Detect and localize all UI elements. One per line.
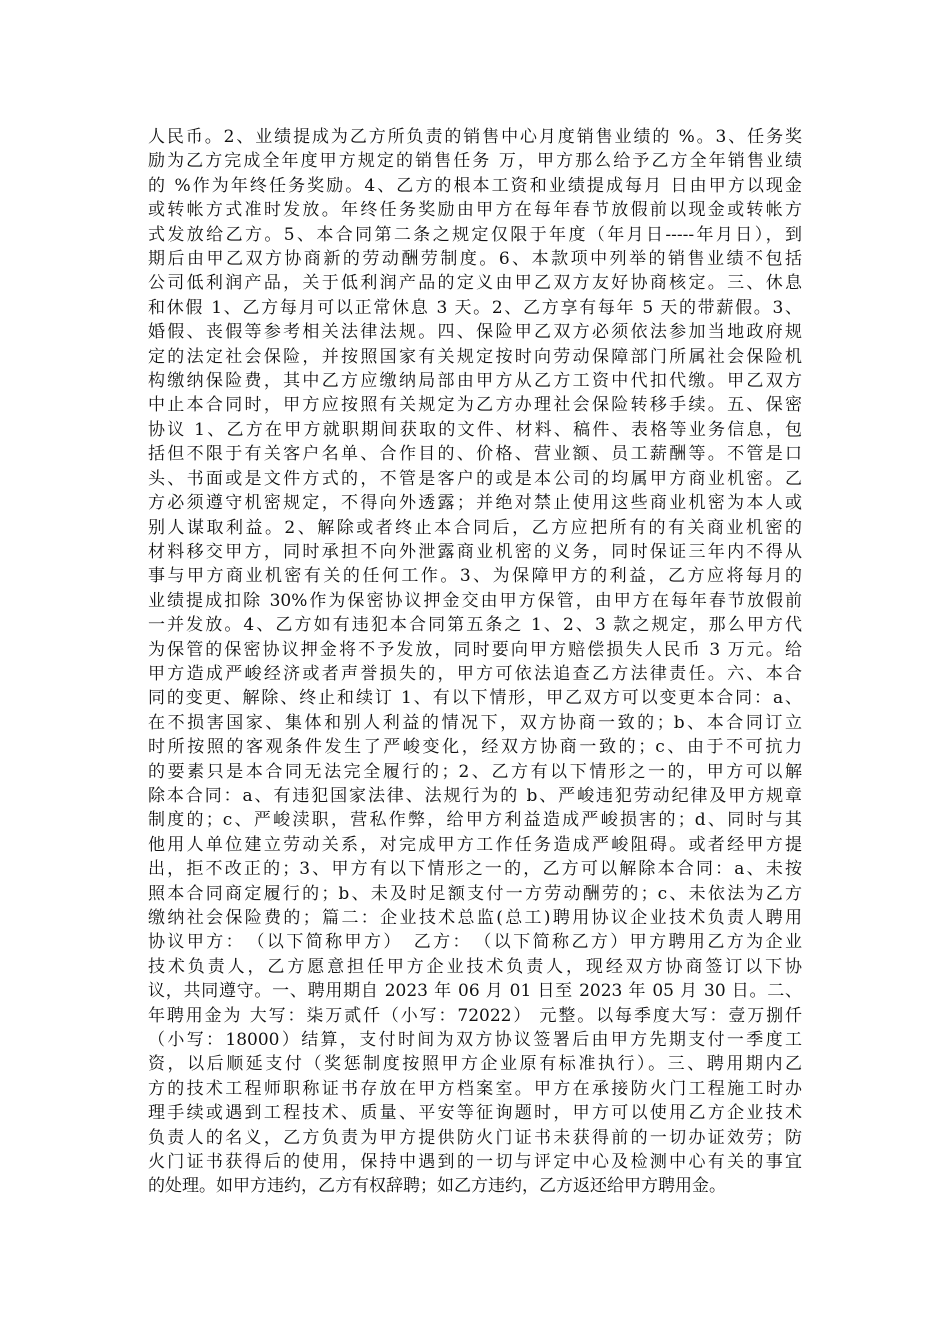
text-line: 技术负责人，乙方愿意担任甲方企业技术负责人，现经双方协商签订以下协 <box>148 956 802 977</box>
text-line: 理手续或遇到工程技术、质量、平安等征询题时，甲方可以使用乙方企业技术 <box>148 1103 802 1124</box>
text-line: 括但不限于有关客户名单、合作目的、价格、营业额、员工薪酬等。不管是口 <box>148 444 802 465</box>
text-line: 的 %作为年终任务奖励。4、乙方的根本工资和业绩提成每月 日由甲方以现金 <box>148 175 802 196</box>
text-line: 协议 1、乙方在甲方就职期间获取的文件、材料、稿件、表格等业务信息，包 <box>148 419 802 440</box>
text-line: 负责人的名义，乙方负责为甲方提供防火门证书未获得前的一切办证效劳；防 <box>148 1127 802 1148</box>
text-line: 他用人单位建立劳动关系，对完成甲方工作任务造成严峻阻碍。或者经甲方提 <box>148 834 802 855</box>
text-line: 议，共同遵守。一、聘用期自 2023 年 06 月 01 日至 2023 年 05 月 30 日。二、 <box>148 981 802 1002</box>
text-line: 人民币。2、业绩提成为乙方所负责的销售中心月度销售业绩的 %。3、任务奖 <box>148 127 803 147</box>
text-line: 资，以后顺延支付（奖惩制度按照甲方企业原有标准执行）。三、聘用期内乙 <box>148 1054 802 1075</box>
text-line: 婚假、丧假等参考相关法律法规。四、保险甲乙双方必须依法参加当地政府规 <box>148 322 802 343</box>
text-line: 或转帐方式准时发放。年终任务奖励由甲方在每年春节放假前以现金或转帐方 <box>148 200 802 221</box>
text-line: 除本合同：a、有违犯国家法律、法规行为的 b、严峻违犯劳动纪律及甲方规章 <box>148 785 802 806</box>
text-line: （小写：18000）结算，支付时间为双方协议签署后由甲方先期支付一季度工 <box>148 1030 802 1051</box>
text-line: 缴纳社会保险费的；篇二：企业技术总监(总工)聘用协议企业技术负责人聘用 <box>148 908 802 928</box>
text-line: 公司低利润产品，关于低利润产品的定义由甲乙双方友好协商核定。三、休息 <box>148 273 802 294</box>
text-line: 业绩提成扣除 30%作为保密协议押金交由甲方保管，由甲方在每年春节放假前 <box>148 590 802 611</box>
text-line: 为保管的保密协议押金将不予发放，同时要向甲方赔偿损失人民币 3 万元。给 <box>148 639 802 660</box>
text-line: 时所按照的客观条件发生了严峻变化，经双方协商一致的；c、由于不可抗力 <box>148 737 802 758</box>
text-line: 照本合同商定履行的；b、未及时足额支付一方劳动酬劳的；c、未依法为乙方 <box>148 883 802 904</box>
text-line: 在不损害国家、集体和别人利益的情况下，双方协商一致的；b、本合同订立 <box>148 712 802 733</box>
text-line: 同的变更、解除、终止和续订 1、有以下情形，甲乙双方可以变更本合同：a、 <box>148 688 802 709</box>
body-text <box>148 125 802 1199</box>
text-line: 火门证书获得后的使用，保持中遇到的一切与评定中心及检测中心有关的事宜 <box>148 1152 802 1173</box>
text-line: 别人谋取利益。2、解除或者终止本合同后，乙方应把所有的有关商业机密的 <box>148 517 802 538</box>
text-line: 励为乙方完成全年度甲方规定的销售任务 万，甲方那么给予乙方全年销售业绩 <box>148 151 802 172</box>
text-line: 的要素只是本合同无法完全履行的；2、乙方有以下情形之一的，甲方可以解 <box>148 761 802 782</box>
text-line: 定的法定社会保险，并按照国家有关规定按时向劳动保障部门所属社会保险机 <box>148 346 802 367</box>
text-line: 协议甲方： （以下简称甲方） 乙方： （以下简称乙方）甲方聘用乙方为企业 <box>148 932 802 953</box>
text-line: 年聘用金为 大写：柒万贰仟（小写：72022） 元整。以每季度大写：壹万捌仟 <box>148 1005 802 1026</box>
text-line: 的处理。如甲方违约，乙方有权辞聘；如乙方违约，乙方返还给甲方聘用金。 <box>148 1176 726 1197</box>
text-line: 头、书面或是文件方式的，不管是客户的或是本公司的均属甲方商业机密。乙 <box>148 468 802 489</box>
text-line: 期后由甲乙双方协商新的劳动酬劳制度。6、本款项中列举的销售业绩不包括 <box>148 249 802 270</box>
text-line: 事与甲方商业机密有关的任何工作。3、为保障甲方的利益，乙方应将每月的 <box>148 566 802 587</box>
text-line: 材料移交甲方，同时承担不向外泄露商业机密的义务，同时保证三年内不得从 <box>148 541 802 562</box>
text-line: 和休假 1、乙方每月可以正常休息 3 天。2、乙方享有每年 5 天的带薪假。3、 <box>148 297 802 318</box>
text-line: 一并发放。4、乙方如有违犯本合同第五条之 1、2、3 款之规定，那么甲方代 <box>148 615 802 636</box>
text-line: 出，拒不改正的；3、甲方有以下情形之一的，乙方可以解除本合同：a、未按 <box>148 859 802 880</box>
text-line: 甲方造成严峻经济或者声誉损失的，甲方可依法追查乙方法律责任。六、本合 <box>148 663 802 684</box>
text-line: 式发放给乙方。5、本合同第二条之规定仅限于年度（年月日-----年月日），到 <box>148 224 802 245</box>
text-line: 制度的；c、严峻渎职，营私作弊，给甲方利益造成严峻损害的；d、同时与其 <box>148 810 802 831</box>
text-line: 方的技术工程师职称证书存放在甲方档案室。甲方在承接防火门工程施工时办 <box>148 1078 802 1099</box>
text-line: 方必须遵守机密规定，不得向外透露；并绝对禁止使用这些商业机密为本人或 <box>148 493 802 514</box>
text-line: 中止本合同时，甲方应按照有关规定为乙方办理社会保险转移手续。五、保密 <box>148 395 802 416</box>
text-line: 构缴纳保险费，其中乙方应缴纳局部由甲方从乙方工资中代扣代缴。甲乙双方 <box>148 371 802 392</box>
